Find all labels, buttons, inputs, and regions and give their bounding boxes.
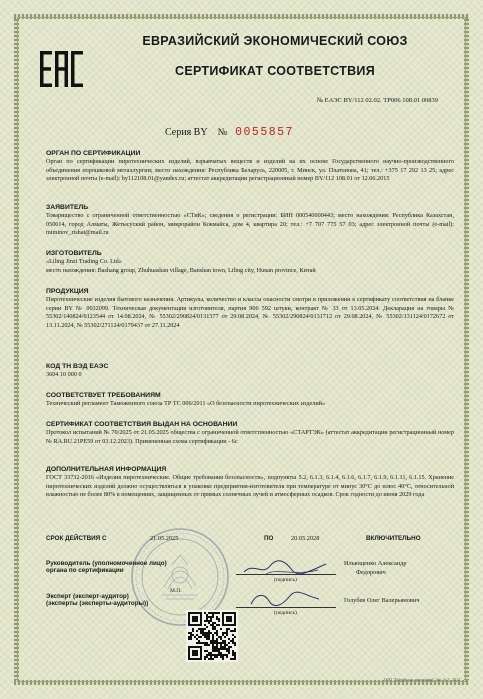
validity-from-date: 21.05.2025: [150, 535, 179, 542]
section-manufacturer: [46, 250, 454, 275]
section-text: Технический регламент Таможенного союза ТР ТС 006/2011 «О безопасности пиротехнических изделий»: [46, 400, 326, 408]
section-title: ИЗГОТОВИТЕЛЬ: [46, 250, 102, 257]
signature-line: [236, 607, 336, 608]
section-title: КОД ТН ВЭД ЕАЭС: [46, 363, 109, 370]
section-applicant: [46, 204, 454, 238]
section-text: Товарищество с ограниченной ответственностью «СТиК»; сведения о регистрации: БИН 000540000443; место нахождения: Республика Казахстан, 050014, город Алматы, Жетысуский район, микрорайон Кокмайса, дом 4, квартира 20; тел.: +7 707 775 57 03; адрес электронной почты (e-mail): miminov_rishat@mail.ru: [46, 212, 454, 237]
inner-border: [17, 17, 466, 682]
registration-number: № ЕАЭС BY/112 02.02. ТР006 108.01 00839: [316, 97, 438, 104]
validity-to-label: ПО: [264, 535, 274, 542]
expert-label-line1: Эксперт (эксперт-аудитор): [46, 593, 129, 600]
podpis-caption: (подпись): [274, 577, 297, 583]
validity-to-date: 20.05.2028: [291, 535, 320, 542]
number-sign: №: [217, 127, 228, 138]
head-label-line2: органа по сертификации: [46, 567, 124, 574]
validity-inclusive: ВКЛЮЧИТЕЛЬНО: [366, 535, 421, 542]
section-text: ГОСТ 33732-2016 «Изделия пиротехнические. Общие требования безопасности», подпункты 5.2, 6.1.3, 6.1.4, 6.1.6, 6.1.7, 6.1.9, 6.1.11, 6.1.15. Хранение пиротехнических изделий должно осуществляться в упаковке предприятия-изготовителя при температуре от минус 30°С до плюс 40°С, относительной влажностью не более 80% в помещениях, защищенных от прямых солнечных лучей и атмосферных осадков. Срок годности до июня 2029 года: [46, 474, 454, 499]
expert-name: Голубев Олег Валерьянович: [344, 597, 420, 604]
section-tnved: [46, 363, 454, 380]
qr-code: [186, 610, 238, 662]
document-title: СЕРТИФИКАТ СООТВЕТСТВИЯ: [175, 64, 375, 78]
signature-line: [236, 574, 336, 575]
section-title: ОРГАН ПО СЕРТИФИКАЦИИ: [46, 150, 141, 157]
section-product: [46, 288, 454, 330]
manufacturer-name: «Liling Jinzi Trading Co. Ltd»: [46, 258, 122, 266]
union-heading: ЕВРАЗИЙСКИЙ ЭКОНОМИЧЕСКИЙ СОЮЗ: [142, 34, 408, 48]
section-certification-body: [46, 150, 454, 184]
head-name-line2: Федорович: [356, 569, 386, 576]
section-requirements: [46, 392, 454, 409]
podpis-caption: (подпись): [274, 610, 297, 616]
eac-logo: [39, 49, 85, 89]
head-name-line1: Ильющенко Александр: [344, 560, 407, 567]
section-title: ЗАЯВИТЕЛЬ: [46, 204, 89, 211]
printer-imprint: ООО "Бобруйская типография" Зак. № 5 . 2024: [383, 678, 460, 682]
section-text: Пиротехнические изделия бытового назначения. Артикулы, количество и классы опасности смотри в приложении к сертификату соответствия на бланке серии BY № 0032099. Техническая документация изготовителя, партия 906 592 штуки, контракт № 33 от 13.05.2024. Декларация на товары № 55302/140824/0123544 от 14.08.2024, № 55302/290824/0131377 от 29.08.2024, № 55302/290824/0131712 от 29.08.2024, № 55302/131124/0172672 от 13.11.2024, № 55302/271124/0179437 от 27.11.2024: [46, 296, 454, 329]
blank-series: [165, 126, 294, 139]
section-additional-info: [46, 466, 454, 500]
section-title: СООТВЕТСТВУЕТ ТРЕБОВАНИЯМ: [46, 392, 161, 399]
handwritten-signature-expert: [241, 589, 331, 609]
section-text: Протокол испытаний № 70/2025 от 21.05.2025 общества с ограниченной ответственностью «СТАРТЭК» (аттестат аккредитации регистрационный номер № RA.RU.21РЕ59 от 03.12.2023). Примененная схема сертификации - 6с: [46, 429, 454, 445]
tnved-code: 3604 10 000 0: [46, 371, 82, 379]
validity-row: [46, 535, 454, 542]
series-label: Серия BY: [165, 127, 208, 138]
section-title: ДОПОЛНИТЕЛЬНАЯ ИНФОРМАЦИЯ: [46, 466, 167, 473]
section-title: ПРОДУКЦИЯ: [46, 288, 89, 295]
head-label-line1: Руководитель (уполномоченное лицо): [46, 560, 167, 567]
section-text: место нахождения: Bashang group, Zhuhuashan village, Banshan town, Liling city, Hunan province, Китай: [46, 266, 316, 274]
section-text: Орган по сертификации пиротехнических изделий, взрывчатых веществ и изделий на их основе Государственного научно-производственного объединения порошковой металлургии; место нахождения: Республика Беларусь, 220005, г. Минск, ул. Платонова, 41; тел.: +375 17 292 13 25; адрес электронной почты (e-mail): by112108.01@yandex.ru; аттестат аккредитации регистрационный номер BY/112 108.01 от 12.06.2015: [46, 158, 454, 183]
expert-label-line2: (эксперты (эксперты-аудиторы)): [46, 600, 149, 607]
blank-serial-number: 0055857: [235, 126, 294, 139]
handwritten-signature-head: [236, 558, 336, 578]
validity-from-label: СРОК ДЕЙСТВИЯ С: [46, 535, 107, 542]
head-signature-block: [46, 560, 454, 594]
section-basis: [46, 421, 454, 446]
section-title: СЕРТИФИКАТ СООТВЕТСТВИЯ ВЫДАН НА ОСНОВАНИИ: [46, 421, 238, 428]
expert-signature-block: [46, 593, 454, 616]
mp-mark: М.П.: [170, 588, 182, 594]
